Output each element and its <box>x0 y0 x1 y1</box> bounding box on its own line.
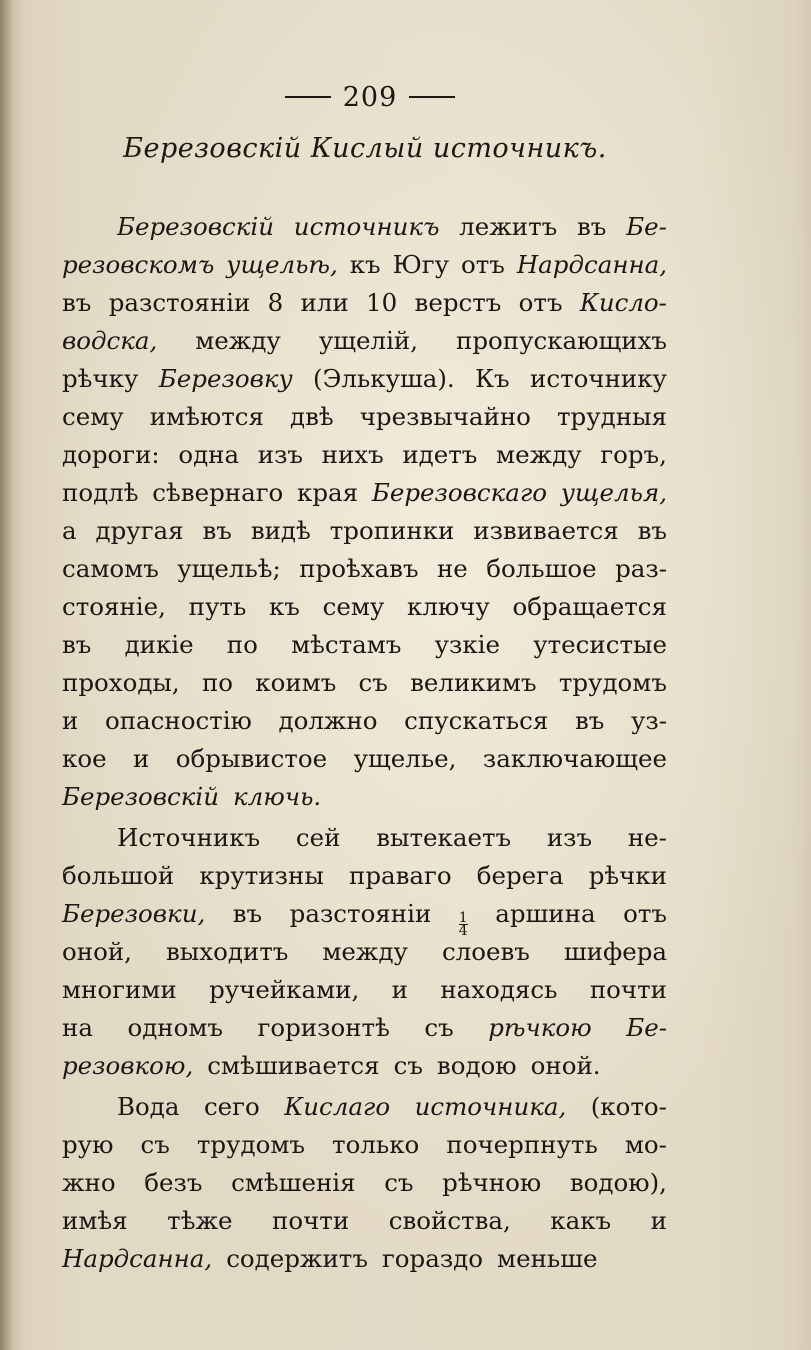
word: спускаться <box>404 706 549 735</box>
word: или <box>300 288 349 317</box>
word: ключу <box>407 592 490 621</box>
word: рую <box>62 1130 114 1159</box>
word: Бе- <box>626 212 667 241</box>
word: резовскомъ <box>62 250 215 279</box>
text-line <box>62 895 667 939</box>
word: отъ <box>460 250 505 279</box>
word: проходы, <box>62 668 180 697</box>
word: одномъ <box>127 1013 223 1042</box>
body-text <box>62 208 667 1278</box>
word: источника, <box>414 1092 567 1121</box>
word: (кото- <box>590 1092 667 1121</box>
word: одна <box>178 440 240 469</box>
word: безъ <box>144 1168 203 1197</box>
word: другая <box>95 516 184 545</box>
word: кое <box>62 744 107 773</box>
text-line <box>62 1088 667 1126</box>
word: тѣже <box>167 1206 233 1235</box>
word: ущелій, <box>318 326 419 355</box>
word: и <box>62 706 79 735</box>
word: водска, <box>62 326 158 355</box>
text-line <box>62 284 667 322</box>
word: утесистые <box>533 630 667 659</box>
word: въ <box>577 212 607 241</box>
word: въ <box>637 516 667 545</box>
text-line <box>62 971 667 1009</box>
word: края <box>297 478 359 507</box>
word: крутизны <box>199 861 324 890</box>
text-line <box>62 550 667 588</box>
word: и <box>650 1206 667 1235</box>
word: и <box>391 975 408 1004</box>
word: опасностію <box>104 706 252 735</box>
word: Къ <box>475 364 510 393</box>
word: коимъ <box>255 668 337 697</box>
word: разстояніи <box>108 288 251 317</box>
word: слоевъ <box>441 937 530 966</box>
word: трудомъ <box>196 1130 305 1159</box>
word: оной. <box>530 1051 601 1080</box>
text-line <box>62 1240 667 1278</box>
word: ручейками, <box>209 975 360 1004</box>
text-line <box>62 933 667 971</box>
word: сему <box>62 402 124 431</box>
word: идетъ <box>402 440 478 469</box>
word: въ <box>232 899 263 928</box>
word: съ <box>358 668 388 697</box>
word: Нардсанна, <box>62 1244 213 1273</box>
word: къ <box>268 592 300 621</box>
spine-shadow <box>0 0 14 1350</box>
word: Березовки, <box>62 899 206 928</box>
text-line <box>62 360 667 398</box>
word: лежитъ <box>459 212 558 241</box>
page-number-value: 209 <box>342 82 398 113</box>
word: обрывистое <box>175 744 328 773</box>
text-line <box>62 778 667 816</box>
word: видѣ <box>250 516 311 545</box>
word: 8 <box>267 288 284 317</box>
word: Нардсанна, <box>516 250 667 279</box>
word: ущелья, <box>560 478 667 507</box>
word: въ <box>202 516 232 545</box>
word: въ <box>62 288 92 317</box>
word: нихъ <box>321 440 384 469</box>
word: берега <box>476 861 564 890</box>
word: оной, <box>62 937 132 966</box>
text-line <box>62 1202 667 1240</box>
word: между <box>496 440 582 469</box>
word: великимъ <box>410 668 537 697</box>
word: горъ, <box>600 440 667 469</box>
word: рѣчною <box>442 1168 542 1197</box>
word: извивается <box>473 516 619 545</box>
word: должно <box>278 706 378 735</box>
word: мѣстамъ <box>291 630 402 659</box>
word: чрезвычайно <box>359 402 531 431</box>
word: мо- <box>624 1130 667 1159</box>
word: рѣчку <box>62 364 139 393</box>
page-number-dash-left <box>285 96 331 98</box>
paragraph <box>62 208 667 816</box>
word: Березовку <box>158 364 293 393</box>
text-line <box>62 208 667 246</box>
word: водою), <box>569 1168 667 1197</box>
word: горизонтѣ <box>257 1013 390 1042</box>
word: (Элькуша). <box>313 364 455 393</box>
word: на <box>62 1013 93 1042</box>
text-line <box>62 857 667 895</box>
word: дороги: <box>62 440 160 469</box>
word: Источникъ <box>117 823 261 852</box>
word: какъ <box>550 1206 612 1235</box>
word: гораздо <box>381 1244 484 1273</box>
text-line <box>62 398 667 436</box>
text-line <box>62 1126 667 1164</box>
word: обращается <box>512 592 667 621</box>
page-number-dash-right <box>409 96 455 98</box>
word: и <box>133 744 150 773</box>
word: пропускающихъ <box>455 326 667 355</box>
word: изъ <box>546 823 593 852</box>
word: стояніе, <box>62 592 166 621</box>
word: разстояніи <box>289 899 432 928</box>
word: 10 <box>366 288 398 317</box>
word: отъ <box>623 899 667 928</box>
word: ключь. <box>233 782 322 811</box>
word: Кислаго <box>284 1092 391 1121</box>
word: ущельѣ; <box>177 554 281 583</box>
word: тропинки <box>329 516 455 545</box>
word: путь <box>188 592 247 621</box>
word: съ <box>140 1130 170 1159</box>
word: многими <box>62 975 177 1004</box>
word: по <box>226 630 258 659</box>
word: проѣхавъ <box>299 554 419 583</box>
text-line <box>62 664 667 702</box>
word: не- <box>627 823 667 852</box>
word: большое <box>486 554 597 583</box>
text-line <box>62 702 667 740</box>
word: почти <box>589 975 667 1004</box>
word: не <box>436 554 468 583</box>
word: Березовскій <box>117 212 275 241</box>
word: выходитъ <box>165 937 289 966</box>
text-line <box>62 436 667 474</box>
section-heading: Березовскій Кислый источникъ. <box>123 133 607 164</box>
word: трудныя <box>556 402 667 431</box>
word: съ <box>393 1051 423 1080</box>
word: въ <box>62 630 92 659</box>
word: вытекаетъ <box>376 823 512 852</box>
text-line <box>62 819 667 857</box>
text-line <box>62 1047 667 1085</box>
text-line <box>62 512 667 550</box>
word: уз- <box>630 706 667 735</box>
word: сему <box>322 592 385 621</box>
paragraph <box>62 1088 667 1278</box>
word: Кисло- <box>579 288 667 317</box>
text-line <box>62 246 667 284</box>
word: смѣшенія <box>231 1168 356 1197</box>
word: большой <box>62 861 175 890</box>
word: ущелье, <box>353 744 457 773</box>
word: сѣвернаго <box>152 478 284 507</box>
word: Вода <box>117 1092 180 1121</box>
word: почти <box>272 1206 350 1235</box>
word: къ <box>349 250 381 279</box>
text-line <box>62 474 667 512</box>
word: двѣ <box>290 402 334 431</box>
word: источникъ <box>293 212 440 241</box>
word: заключающее <box>482 744 667 773</box>
word: источнику <box>530 364 667 393</box>
word: содержитъ <box>226 1244 368 1273</box>
word: Березовскаго <box>371 478 548 507</box>
word: Бе- <box>626 1013 667 1042</box>
word: отъ <box>518 288 563 317</box>
word: раз- <box>615 554 667 583</box>
word: жно <box>62 1168 116 1197</box>
word: верстъ <box>414 288 502 317</box>
word: въ <box>574 706 605 735</box>
word: шифера <box>563 937 667 966</box>
word: а <box>62 516 77 545</box>
word: съ <box>424 1013 454 1042</box>
word: изъ <box>257 440 304 469</box>
word: почерпнуть <box>446 1130 598 1159</box>
word: дикіе <box>124 630 194 659</box>
word: имѣя <box>62 1206 128 1235</box>
word: свойства, <box>388 1206 511 1235</box>
word: имѣются <box>149 402 264 431</box>
text-line <box>62 626 667 664</box>
word: праваго <box>348 861 452 890</box>
word: узкіе <box>434 630 501 659</box>
fraction: $\frac{1}{4}$ <box>458 910 468 939</box>
word: аршина <box>495 899 596 928</box>
word: Березовскій <box>62 782 220 811</box>
page-number <box>0 82 740 113</box>
text-line <box>62 740 667 778</box>
word: подлѣ <box>62 478 139 507</box>
word: резовкою, <box>62 1051 194 1080</box>
word: находясь <box>440 975 558 1004</box>
paragraph <box>62 819 667 1085</box>
word: смѣшивается <box>207 1051 380 1080</box>
word: сего <box>203 1092 260 1121</box>
word: водою <box>436 1051 517 1080</box>
word: по <box>201 668 234 697</box>
word: Югу <box>392 250 450 279</box>
word: рѣчки <box>588 861 667 890</box>
word: между <box>195 326 281 355</box>
word: сей <box>295 823 341 852</box>
word: только <box>332 1130 420 1159</box>
word: рѣчкою <box>488 1013 592 1042</box>
text-line <box>62 1164 667 1202</box>
word: между <box>322 937 408 966</box>
word: ущельѣ, <box>226 250 338 279</box>
text-line <box>62 588 667 626</box>
word: трудомъ <box>558 668 667 697</box>
word: самомъ <box>62 554 159 583</box>
text-line <box>62 322 667 360</box>
word: меньше <box>497 1244 598 1273</box>
text-line <box>62 1009 667 1047</box>
word: съ <box>384 1168 414 1197</box>
